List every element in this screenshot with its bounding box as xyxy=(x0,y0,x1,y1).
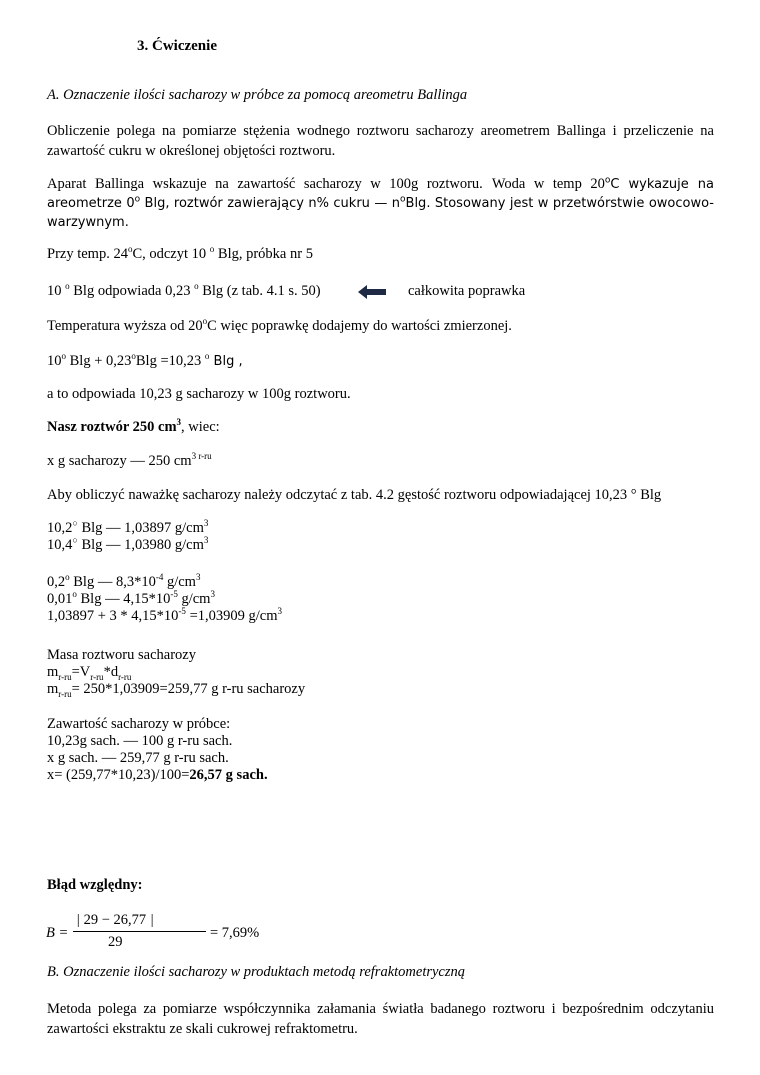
density-intro: Aby obliczyć naważkę sacharozy należy odczytać z tab. 4.2 gęstość roztworu odpowiadającej 10,23 ° Blg xyxy=(47,487,662,503)
content-result: x= (259,77*10,23)/100=26,57 g sach. xyxy=(47,767,268,783)
aparat-paragraph: Aparat Ballinga wskazuje na zawartość sacharozy w 100g roztworu. Woda w temp 20$^o$C wykazuje na areometrze 0$^o$ Blg, roztwór zawierający n% cukru — $n^oBlg$. Stosowany jest w przetwórstwie owocowo-warzywnym. xyxy=(47,175,715,230)
part-b-heading: B. Oznaczenie ilości sacharozy w produktach metodą refraktometryczną xyxy=(47,964,466,980)
error-numerator: | 29 − 26,77 | xyxy=(76,912,154,928)
density-line: 10,2○ Blg — 1,03897 $g/cm^3$ xyxy=(47,518,209,536)
density-line: 10,4○ Blg — 1,03980 $g/cm^3$ xyxy=(47,535,209,553)
density-table xyxy=(47,520,208,554)
intro-paragraph: Obliczenie polega na pomiarze stężenia wodnego roztworu sacharozy areometrem Ballinga i przeliczenie na zawartość cukru w określonej objętości roztworu. xyxy=(47,123,714,159)
mass-formula: $m_{r-ru}=V_{r-ru}*d_{r-ru}$ xyxy=(47,664,132,682)
temperature-note: Temperatura wyższa od 20$^o$C więc poprawkę dodajemy do wartości zmierzonej. xyxy=(47,316,512,334)
content-line: 10,23g sach. — 100 g r-ru sach. xyxy=(47,733,233,749)
interpolation-block xyxy=(47,574,282,625)
content-line: x g sach. — 259,77 g r-ru sach. xyxy=(47,750,229,766)
mass-calculation: $m_{r-ru}= 250*1,03909=259,77$ g r-ru sacharozy xyxy=(47,681,306,699)
part-b-paragraph: Metoda polega za pomiarze współczynnika załamania światła badanego roztworu i bezpośrednim odczytaniu zawartości ekstraktu ze skali cukrowej refraktometru. xyxy=(47,1001,714,1037)
error-title: Błąd względny: xyxy=(47,877,143,893)
interpolation-line: 0,01$^o$ Blg — $4,15*10^{-5}$ $g/cm^3$ xyxy=(47,589,215,607)
interpolation-line: 0,2$^o$ Blg — $8,3*10^{-4}$ $g/cm^3$ xyxy=(47,572,201,590)
measurement-line: Przy temp. 24$^o$C, odczyt 10 $^o$ Blg, próbka nr 5 xyxy=(47,244,313,262)
mass-title: Masa roztworu sacharozy xyxy=(47,647,196,663)
proportion-line: x g sacharozy — 250 $cm^{3 r-ru}$ xyxy=(47,451,212,469)
fraction-bar xyxy=(73,931,206,932)
content-block xyxy=(47,716,268,784)
section-title: 3. Ćwiczenie xyxy=(137,38,217,54)
left-arrow-icon xyxy=(358,285,386,299)
correction-note: całkowita poprawka xyxy=(408,283,526,299)
sum-line: 10$^o$ $Blg + 0,23^oBlg =10,23$ $^o$ Blg , xyxy=(47,351,243,369)
error-result: = 7,69% xyxy=(210,925,260,941)
part-a-heading: A. Oznaczenie ilości sacharozy w próbce za pomocą areometru Ballinga xyxy=(47,87,468,103)
mass-block xyxy=(47,647,305,698)
error-denominator: 29 xyxy=(108,934,123,950)
correction-line: 10 $^o$ Blg odpowiada 0,23 $^o$ Blg (z tab. 4.1 s. 50) xyxy=(47,281,321,299)
volume-line: Nasz roztwór 250 $cm^3$, wiec: xyxy=(47,417,220,435)
relative-error-formula xyxy=(46,912,260,956)
error-lhs: B = xyxy=(46,925,69,941)
sum-result: a to odpowiada 10,23 g sacharozy w 100g roztworu. xyxy=(47,386,351,402)
content-title: Zawartość sacharozy w próbce: xyxy=(47,716,231,732)
interpolation-line: $1,03897 + 3 * 4,15*10^{-5} =1,03909$ $g/cm^3$ xyxy=(47,606,282,624)
